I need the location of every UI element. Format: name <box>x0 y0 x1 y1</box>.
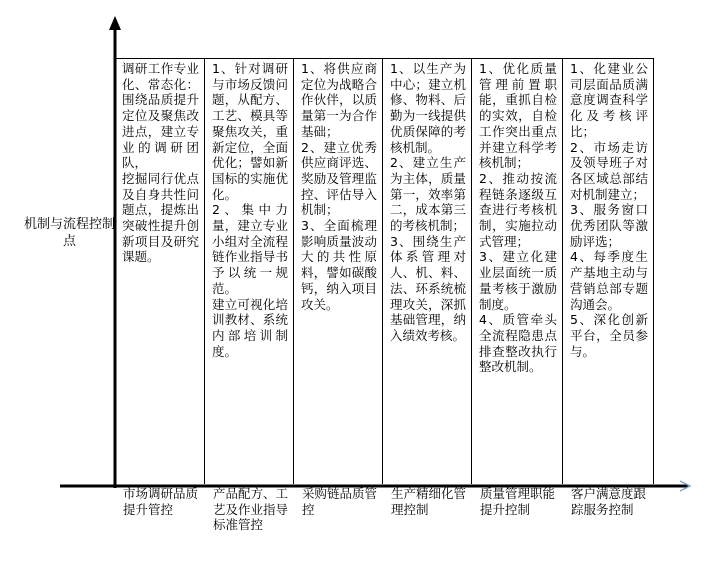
label-customer-satisfaction: 客户满意度跟踪服务控制 <box>571 486 647 517</box>
label-procurement: 采购链品质管控 <box>302 486 378 517</box>
label-market-research: 市场调研品质提升管控 <box>123 486 199 517</box>
label-production: 生产精细化管理控制 <box>391 486 467 517</box>
column-production: 1、以生产为中心；建立机修、物料、后勤为一线提供优质保障的考核机制。 2、建立生产为主体，质量第一，效率第二，成本第三的考核机制； 3、围绕生产体系管理对人、机、料、法、环系统梳理攻关，深抓基础管理，纳入绩效考核。 <box>383 59 472 484</box>
column-market-research: 调研工作专业化、常态化：围绕品质提升定位及聚焦改进点，建立专业的调研团队， 挖掘同行优点及自身共性问题点，提炼出突破性提升创新项目及研究课题。 <box>115 59 205 484</box>
y-axis-label: 机制与流程控制点 <box>23 217 115 249</box>
y-axis-arrow <box>109 16 121 30</box>
column-procurement: 1、将供应商定位为战略合作伙伴，以质量第一为合作基础； 2、建立优秀供应商评选、奖励及管理监控、评估导入机制； 3、全面梳理影响质量波动大的共性原料，譬如碳酸钙，纳入项目攻关。 <box>294 59 383 484</box>
label-formula-process: 产品配方、工艺及作业指导标准管控 <box>213 486 289 532</box>
column-customer-satisfaction: 1、化建业公司层面品质满意度调查科学化及考核评比； 2、市场走访及领导班子对各区域总部结对机制建立； 3、服务窗口优秀团队等激励评选； 4、每季度生产基地主动与营销总部专题沟通会。 5、深化创新平台，全员参与。 <box>563 59 654 484</box>
control-point-grid <box>115 58 654 484</box>
column-quality-management: 1、优化质量管理前置职能，重抓自检的实效，自检工作突出重点并建立科学考核机制； 2、推动按流程链条逐级互查进行考核机制，实施拉动式管理； 3、建立化建业层面统一质量考核于激励制度。 4、质管牵头全流程隐患点排查整改执行整改机制。 <box>472 59 563 484</box>
column-formula-process: 1、针对调研与市场反馈问题，从配方、工艺、模具等聚焦攻关，重新定位，全面优化；譬如新国标的实施优化。 2、集中力量，建立专业小组对全流程链作业指导书予以统一规范。 建立可视化培训教材、系统内部培训制度。 <box>205 59 294 484</box>
x-axis-labels <box>115 486 654 533</box>
label-quality-management: 质量管理职能提升控制 <box>480 486 556 517</box>
